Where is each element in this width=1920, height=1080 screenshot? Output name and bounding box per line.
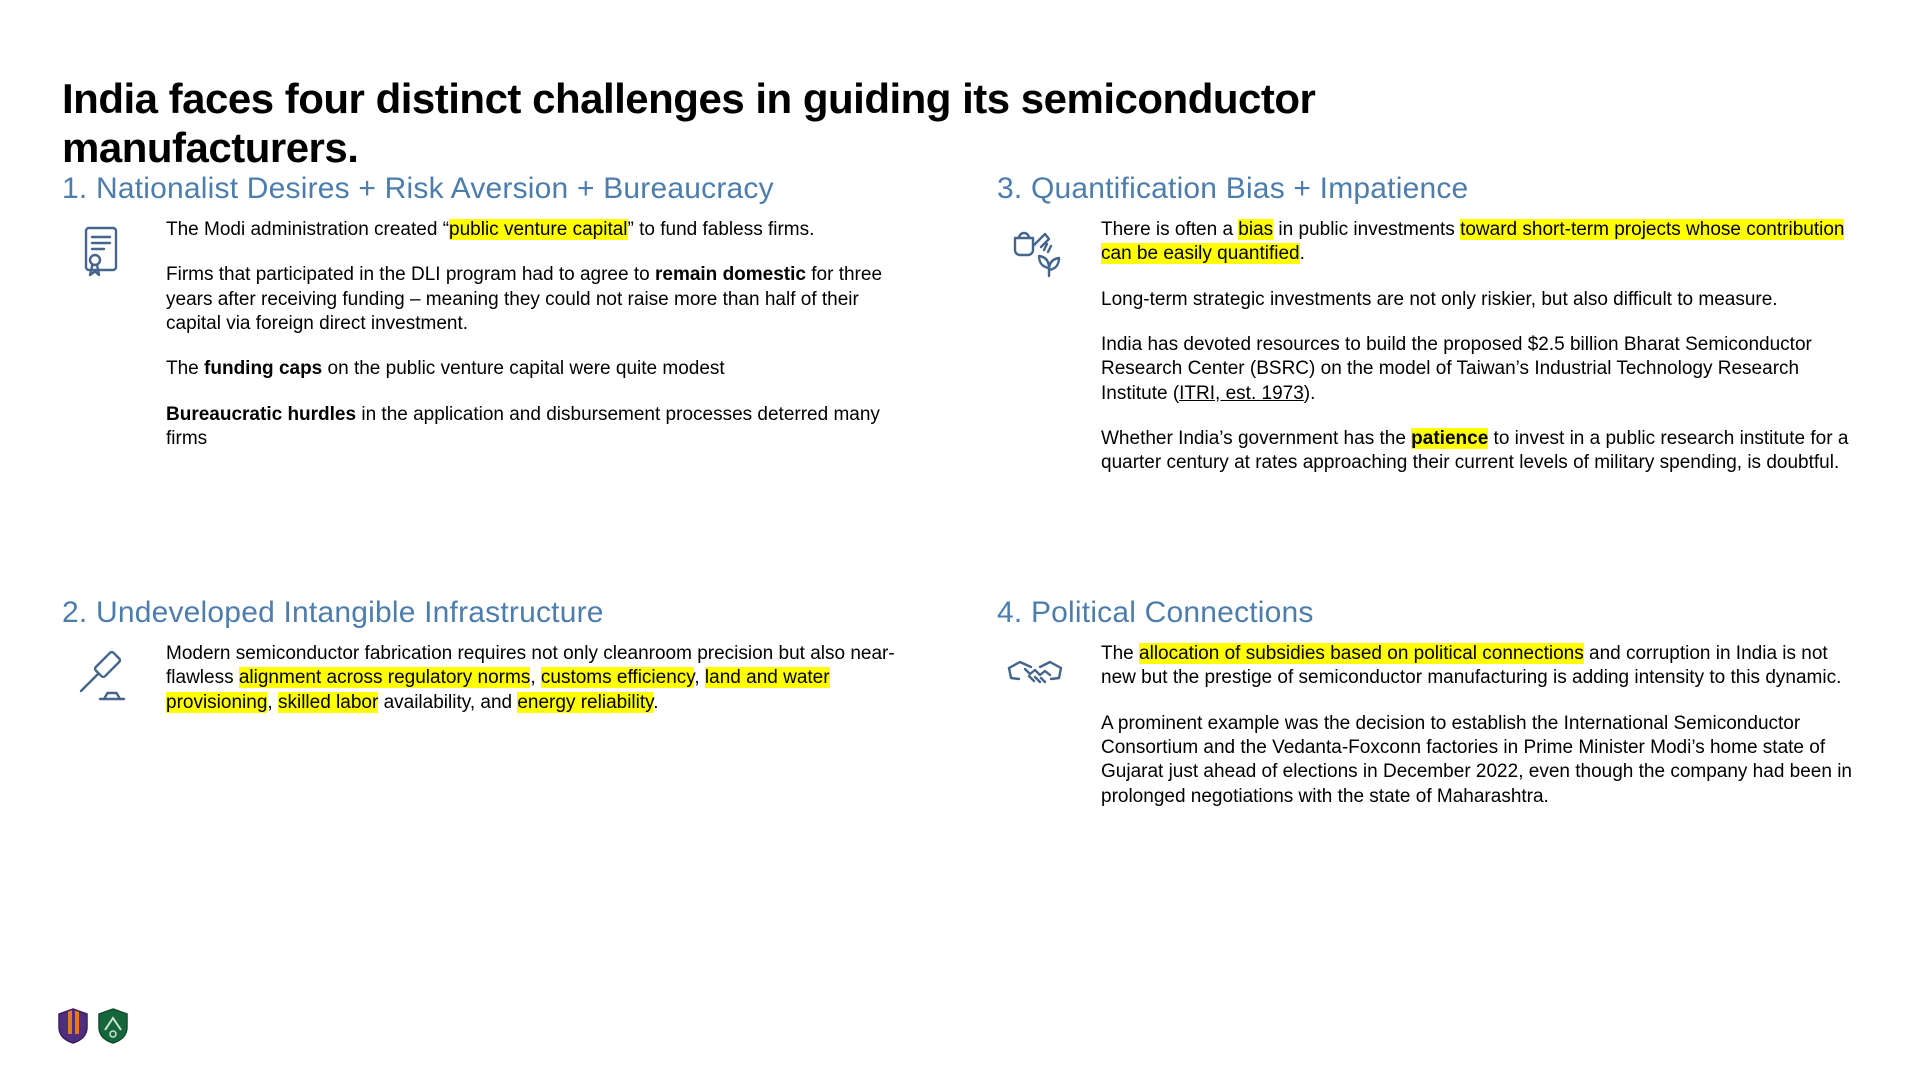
text-segment: and corruption in India is not new but the prestige of semiconductor manufacturing is adding intensity to this dynamic. <box>1101 643 1842 689</box>
text-segment: Long-term strategic investments are not only riskier, but also difficult to measure. <box>1101 288 1778 310</box>
text-segment: . <box>653 691 659 713</box>
text-segment: customs efficiency <box>540 667 695 689</box>
handshake-icon <box>1007 648 1063 704</box>
paragraph <box>166 357 914 381</box>
section-heading: 4. Political Connections <box>997 596 1314 629</box>
text-segment: funding caps <box>204 358 323 380</box>
purple-orange-shield-logo <box>58 1008 88 1044</box>
text-segment: patience <box>1411 427 1489 449</box>
text-segment: in the application and disbursement processes deterred many firms <box>166 403 880 449</box>
section-body <box>1101 642 1853 809</box>
paragraph <box>166 403 914 452</box>
section-heading: 2. Undeveloped Intangible Infrastructure <box>62 596 604 629</box>
text-segment: bias <box>1238 219 1274 240</box>
paragraph <box>166 218 914 242</box>
text-segment: Whether India’s government has the <box>1101 427 1412 449</box>
paragraph <box>166 263 914 336</box>
text-segment: Bureaucratic hurdles <box>166 403 357 425</box>
text-segment: on the public venture capital were quite modest <box>322 358 725 380</box>
text-segment: A prominent example was the decision to establish the International Semiconductor Consortium and the Vedanta-Foxconn factories in Prime Minister Modi’s home state of Gujarat just ahead of elections in December 2022, even though the company had been in prolonged negotiations with the state of Maharashtra. <box>1101 712 1853 807</box>
text-segment: public venture capital <box>449 219 628 240</box>
text-segment: ). <box>1303 382 1316 404</box>
text-segment: energy reliability <box>517 691 654 713</box>
watering-can-icon <box>1007 224 1063 280</box>
slide-title: India faces four distinct challenges in guiding its semiconductor manufacturers. <box>62 75 1316 172</box>
section-body <box>166 642 914 715</box>
section-quantification-bias <box>997 172 1872 476</box>
paragraph <box>1101 712 1853 809</box>
text-segment: Modern semiconductor fabrication requires not only cleanroom precision but also near-flawless <box>166 643 895 689</box>
text-segment: , <box>267 691 278 713</box>
text-segment: land and water provisioning <box>166 667 830 713</box>
paragraph <box>1101 288 1853 312</box>
text-segment: availability, and <box>378 691 518 713</box>
text-segment: India has devoted resources to build the proposed $2.5 billion Bharat Semiconductor Research Center (BSRC) on the model of Taiwan’s Industrial Technology Research Institute ( <box>1101 333 1812 404</box>
text-segment: The <box>1101 643 1140 664</box>
text-segment: . <box>1299 243 1305 265</box>
text-segment: alignment across regulatory norms <box>238 667 531 689</box>
itri-link[interactable]: ITRI, est. 1973 <box>1179 382 1304 404</box>
text-segment: in public investments <box>1273 219 1461 240</box>
section-heading: 3. Quantification Bias + Impatience <box>997 172 1469 205</box>
section-body <box>1101 218 1853 476</box>
text-segment: There is often a <box>1101 219 1239 240</box>
text-segment: ” to fund fabless firms. <box>627 219 815 240</box>
text-segment: toward short-term projects whose contribution can be easily quantified <box>1101 219 1845 265</box>
text-segment: , <box>694 667 705 689</box>
text-segment: remain domestic <box>654 264 806 286</box>
paragraph <box>1101 427 1853 476</box>
certificate-contract-icon <box>72 224 128 280</box>
text-segment: skilled labor <box>277 691 379 713</box>
paragraph <box>166 642 914 715</box>
paragraph <box>1101 218 1853 267</box>
section-political-connections <box>997 596 1872 809</box>
section-body <box>166 218 914 451</box>
section-intangible-infrastructure <box>62 596 967 715</box>
gavel-icon <box>72 648 128 704</box>
text-segment: to invest in a public research institute for a quarter century at rates approaching their current levels of military spending, is doubtful. <box>1101 427 1849 474</box>
text-segment: The <box>166 358 205 380</box>
text-segment: , <box>530 667 541 689</box>
section-nationalist-desires <box>62 172 967 451</box>
text-segment: Firms that participated in the DLI program had to agree to <box>166 264 655 286</box>
paragraph <box>1101 642 1853 691</box>
green-shield-logo <box>98 1008 128 1044</box>
section-heading: 1. Nationalist Desires + Risk Aversion + Bureaucracy <box>62 172 774 205</box>
text-segment: for three years after receiving funding – meaning they could not raise more than half of their capital via foreign direct investment. <box>166 264 883 334</box>
text-segment: allocation of subsidies based on political connections <box>1139 643 1584 664</box>
footer-logos <box>58 1008 128 1044</box>
text-segment: The Modi administration created “ <box>166 219 450 240</box>
paragraph <box>1101 333 1853 406</box>
